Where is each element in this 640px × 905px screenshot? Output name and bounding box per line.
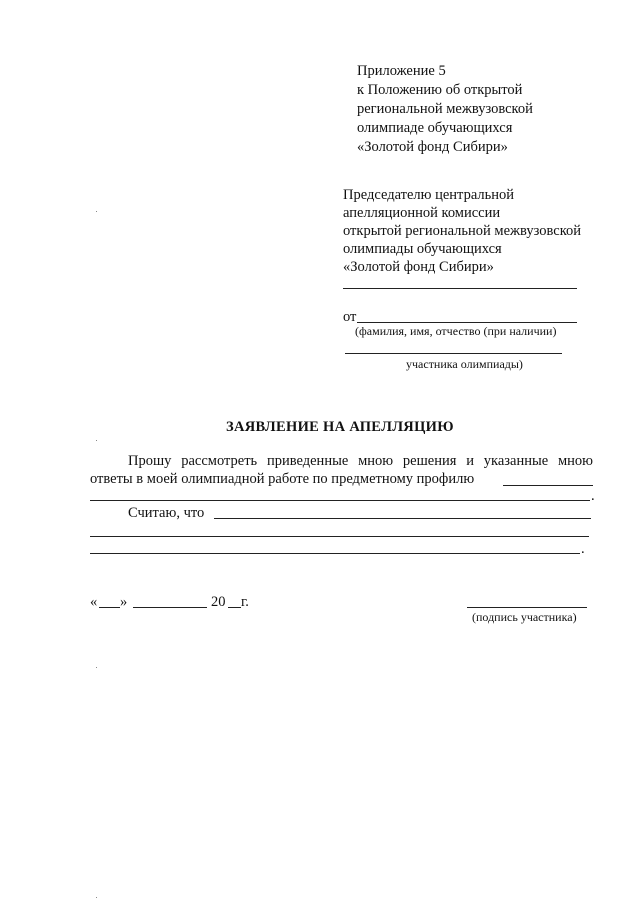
consider-line-2 [90, 536, 589, 537]
scan-speck [96, 440, 97, 441]
month-line [133, 607, 207, 608]
year-line [228, 607, 241, 608]
appendix-line-2: к Положению об открытой [357, 82, 523, 98]
request-line-2: ответы в моей олимпиадной работе по предметному профилю [90, 471, 475, 487]
signature-line [467, 607, 587, 608]
signature-caption: (подпись участника) [472, 610, 577, 624]
appendix-line-3: региональной межвузовской [357, 101, 533, 117]
consider-period: . [581, 541, 585, 557]
from-label: от [343, 309, 357, 325]
addressee-line-5: «Золотой фонд Сибири» [343, 259, 494, 275]
scan-speck [96, 667, 97, 668]
request-line-1: Прошу рассмотреть приведенные мною решения и указанные мною [128, 453, 593, 469]
participant-line [345, 353, 562, 354]
consider-label: Считаю, что [128, 505, 205, 521]
year-prefix: 20 [211, 594, 226, 610]
document-title: ЗАЯВЛЕНИЕ НА АПЕЛЛЯЦИЮ [226, 419, 454, 435]
subject-profile-line-2 [90, 500, 590, 501]
scan-speck [96, 211, 97, 212]
addressee-line-4: олимпиады обучающихся [343, 241, 502, 257]
appendix-line-4: олимпиаде обучающихся [357, 120, 513, 136]
appendix-line-1: Приложение 5 [357, 63, 446, 79]
participant-caption: участника олимпиады) [406, 357, 523, 371]
consider-line-3 [90, 553, 580, 554]
consider-line-1 [214, 518, 591, 519]
day-line [99, 607, 120, 608]
fio-line [357, 322, 577, 323]
date-open-quote: « [90, 594, 98, 610]
date-close-quote: » [120, 594, 128, 610]
appendix-line-5: «Золотой фонд Сибири» [357, 139, 508, 155]
subject-profile-line [503, 485, 593, 486]
request-period: . [591, 488, 595, 504]
year-suffix: г. [241, 594, 249, 610]
addressee-line-2: апелляционной комиссии [343, 205, 501, 221]
addressee-line-3: открытой региональной межвузовской [343, 223, 582, 239]
scan-speck [96, 897, 97, 898]
chairman-name-line [343, 288, 577, 289]
addressee-line-1: Председателю центральной [343, 187, 515, 203]
fio-caption: (фамилия, имя, отчество (при наличии) [355, 324, 557, 338]
